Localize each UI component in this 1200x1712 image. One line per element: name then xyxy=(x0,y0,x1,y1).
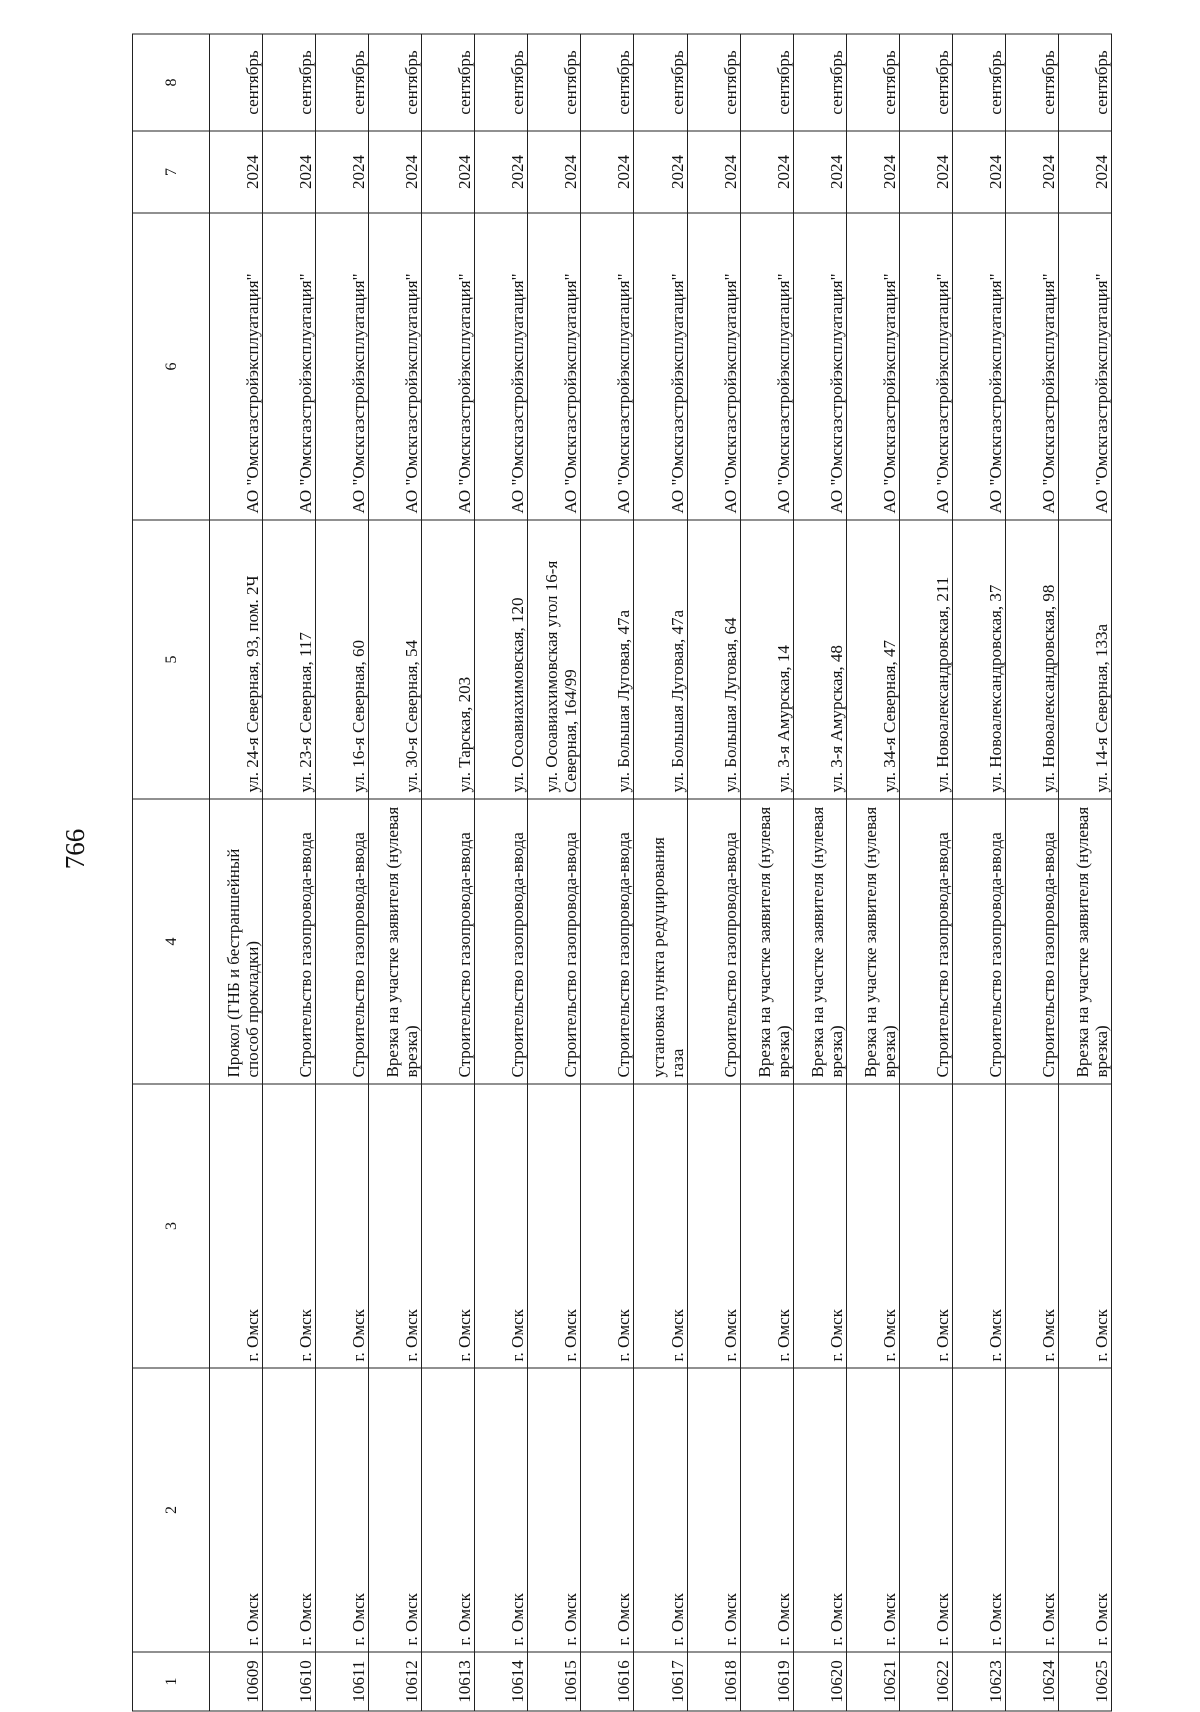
address-cell: ул. 34-я Северная, 47 xyxy=(846,520,899,799)
organization-cell: АО "Омскгазстройэксплуатация" xyxy=(210,213,263,520)
page-number: 766 xyxy=(60,828,90,870)
settlement-cell: г. Омск xyxy=(846,1368,899,1652)
row-number: 10616 xyxy=(581,1652,634,1711)
settlement-cell: г. Омск xyxy=(369,1368,422,1652)
address-cell: ул. Тарская, 203 xyxy=(422,520,475,799)
city-cell: г. Омск xyxy=(316,1084,369,1368)
work-type-cell: Строительство газопровода-ввода xyxy=(316,799,369,1084)
organization-cell: АО "Омскгазстройэксплуатация" xyxy=(740,213,793,520)
organization-cell: АО "Омскгазстройэксплуатация" xyxy=(952,213,1005,520)
row-number: 10611 xyxy=(316,1652,369,1711)
organization-cell: АО "Омскгазстройэксплуатация" xyxy=(793,213,846,520)
table-row xyxy=(846,34,899,1711)
work-type-cell: Строительство газопровода-ввода xyxy=(422,799,475,1084)
row-number: 10625 xyxy=(1058,1652,1111,1711)
month-cell: сентябрь xyxy=(952,34,1005,131)
settlement-cell: г. Омск xyxy=(1005,1368,1058,1652)
organization-cell: АО "Омскгазстройэксплуатация" xyxy=(316,213,369,520)
month-cell: сентябрь xyxy=(316,34,369,131)
year-cell: 2024 xyxy=(687,131,740,213)
address-cell: ул. 23-я Северная, 117 xyxy=(263,520,316,799)
row-number: 10615 xyxy=(528,1652,581,1711)
row-number: 10619 xyxy=(740,1652,793,1711)
table-row xyxy=(369,34,422,1711)
settlement-cell: г. Омск xyxy=(475,1368,528,1652)
settlement-cell: г. Омск xyxy=(1058,1368,1111,1652)
year-cell: 2024 xyxy=(1005,131,1058,213)
city-cell: г. Омск xyxy=(1058,1084,1111,1368)
work-type-cell: Строительство газопровода-ввода xyxy=(687,799,740,1084)
city-cell: г. Омск xyxy=(846,1084,899,1368)
city-cell: г. Омск xyxy=(210,1084,263,1368)
city-cell: г. Омск xyxy=(263,1084,316,1368)
column-header-3: 3 xyxy=(133,1084,210,1368)
column-header-1: 1 xyxy=(133,1652,210,1711)
table-row xyxy=(634,34,687,1711)
row-number: 10621 xyxy=(846,1652,899,1711)
work-type-cell: Строительство газопровода-ввода xyxy=(581,799,634,1084)
table-row xyxy=(528,34,581,1711)
column-header-8: 8 xyxy=(133,34,210,131)
settlement-cell: г. Омск xyxy=(263,1368,316,1652)
settlement-cell: г. Омск xyxy=(899,1368,952,1652)
table-row xyxy=(952,34,1005,1711)
organization-cell: АО "Омскгазстройэксплуатация" xyxy=(846,213,899,520)
city-cell: г. Омск xyxy=(634,1084,687,1368)
table-row xyxy=(740,34,793,1711)
city-cell: г. Омск xyxy=(952,1084,1005,1368)
address-cell: ул. 24-я Северная, 93, пом. 2Ч xyxy=(210,520,263,799)
month-cell: сентябрь xyxy=(634,34,687,131)
work-type-cell: Прокол (ГНБ и бестраншейный способ прокладки) xyxy=(210,799,263,1084)
row-number: 10623 xyxy=(952,1652,1005,1711)
year-cell: 2024 xyxy=(475,131,528,213)
table-row xyxy=(1005,34,1058,1711)
settlement-cell: г. Омск xyxy=(740,1368,793,1652)
settlement-cell: г. Омск xyxy=(634,1368,687,1652)
month-cell: сентябрь xyxy=(581,34,634,131)
city-cell: г. Омск xyxy=(793,1084,846,1368)
month-cell: сентябрь xyxy=(846,34,899,131)
city-cell: г. Омск xyxy=(740,1084,793,1368)
month-cell: сентябрь xyxy=(475,34,528,131)
year-cell: 2024 xyxy=(369,131,422,213)
row-number: 10610 xyxy=(263,1652,316,1711)
organization-cell: АО "Омскгазстройэксплуатация" xyxy=(422,213,475,520)
column-header-6: 6 xyxy=(133,213,210,520)
work-type-cell: Врезка на участке заявителя (нулевая врезка) xyxy=(369,799,422,1084)
year-cell: 2024 xyxy=(846,131,899,213)
row-number: 10609 xyxy=(210,1652,263,1711)
organization-cell: АО "Омскгазстройэксплуатация" xyxy=(687,213,740,520)
year-cell: 2024 xyxy=(1058,131,1111,213)
organization-cell: АО "Омскгазстройэксплуатация" xyxy=(475,213,528,520)
month-cell: сентябрь xyxy=(263,34,316,131)
year-cell: 2024 xyxy=(263,131,316,213)
table-row xyxy=(475,34,528,1711)
city-cell: г. Омск xyxy=(422,1084,475,1368)
year-cell: 2024 xyxy=(740,131,793,213)
organization-cell: АО "Омскгазстройэксплуатация" xyxy=(634,213,687,520)
settlement-cell: г. Омск xyxy=(528,1368,581,1652)
city-cell: г. Омск xyxy=(581,1084,634,1368)
gas-connection-table xyxy=(132,34,1112,1712)
city-cell: г. Омск xyxy=(687,1084,740,1368)
settlement-cell: г. Омск xyxy=(316,1368,369,1652)
row-number: 10618 xyxy=(687,1652,740,1711)
work-type-cell: Строительство газопровода-ввода xyxy=(528,799,581,1084)
month-cell: сентябрь xyxy=(210,34,263,131)
organization-cell: АО "Омскгазстройэксплуатация" xyxy=(1005,213,1058,520)
row-number: 10613 xyxy=(422,1652,475,1711)
work-type-cell: Строительство газопровода-ввода xyxy=(899,799,952,1084)
work-type-cell: Строительство газопровода-ввода xyxy=(1005,799,1058,1084)
header-row xyxy=(133,34,210,1711)
organization-cell: АО "Омскгазстройэксплуатация" xyxy=(581,213,634,520)
month-cell: сентябрь xyxy=(793,34,846,131)
address-cell: ул. 3-я Амурская, 14 xyxy=(740,520,793,799)
table-row xyxy=(581,34,634,1711)
address-cell: ул. Новоалександровская, 98 xyxy=(1005,520,1058,799)
row-number: 10620 xyxy=(793,1652,846,1711)
year-cell: 2024 xyxy=(422,131,475,213)
table-row xyxy=(263,34,316,1711)
address-cell: ул. 14-я Северная, 133а xyxy=(1058,520,1111,799)
address-cell: ул. Новоалександровская, 37 xyxy=(952,520,1005,799)
year-cell: 2024 xyxy=(952,131,1005,213)
city-cell: г. Омск xyxy=(369,1084,422,1368)
table-body xyxy=(133,34,1112,1711)
settlement-cell: г. Омск xyxy=(210,1368,263,1652)
address-cell: ул. Осоавиахимовская угол 16-я Северная, 164/99 xyxy=(528,520,581,799)
row-number: 10614 xyxy=(475,1652,528,1711)
year-cell: 2024 xyxy=(316,131,369,213)
table-row xyxy=(687,34,740,1711)
column-header-4: 4 xyxy=(133,799,210,1084)
address-cell: ул. 3-я Амурская, 48 xyxy=(793,520,846,799)
city-cell: г. Омск xyxy=(528,1084,581,1368)
settlement-cell: г. Омск xyxy=(687,1368,740,1652)
month-cell: сентябрь xyxy=(899,34,952,131)
organization-cell: АО "Омскгазстройэксплуатация" xyxy=(899,213,952,520)
column-header-2: 2 xyxy=(133,1368,210,1652)
address-cell: ул. Большая Луговая, 47а xyxy=(581,520,634,799)
city-cell: г. Омск xyxy=(899,1084,952,1368)
row-number: 10622 xyxy=(899,1652,952,1711)
settlement-cell: г. Омск xyxy=(581,1368,634,1652)
table-row xyxy=(316,34,369,1711)
work-type-cell: Врезка на участке заявителя (нулевая врезка) xyxy=(1058,799,1111,1084)
column-header-7: 7 xyxy=(133,131,210,213)
organization-cell: АО "Омскгазстройэксплуатация" xyxy=(369,213,422,520)
city-cell: г. Омск xyxy=(475,1084,528,1368)
address-cell: ул. Осоавиахимовская, 120 xyxy=(475,520,528,799)
month-cell: сентябрь xyxy=(1005,34,1058,131)
table-row xyxy=(899,34,952,1711)
work-type-cell: Врезка на участке заявителя (нулевая врезка) xyxy=(740,799,793,1084)
year-cell: 2024 xyxy=(634,131,687,213)
table-row xyxy=(1058,34,1111,1711)
table-row xyxy=(793,34,846,1711)
address-cell: ул. 16-я Северная, 60 xyxy=(316,520,369,799)
organization-cell: АО "Омскгазстройэксплуатация" xyxy=(528,213,581,520)
month-cell: сентябрь xyxy=(740,34,793,131)
row-number: 10617 xyxy=(634,1652,687,1711)
month-cell: сентябрь xyxy=(369,34,422,131)
settlement-cell: г. Омск xyxy=(422,1368,475,1652)
year-cell: 2024 xyxy=(210,131,263,213)
work-type-cell: Строительство газопровода-ввода xyxy=(263,799,316,1084)
row-number: 10624 xyxy=(1005,1652,1058,1711)
year-cell: 2024 xyxy=(899,131,952,213)
year-cell: 2024 xyxy=(528,131,581,213)
column-header-5: 5 xyxy=(133,520,210,799)
year-cell: 2024 xyxy=(793,131,846,213)
address-cell: ул. Большая Луговая, 47а xyxy=(634,520,687,799)
address-cell: ул. Большая Луговая, 64 xyxy=(687,520,740,799)
work-type-cell: Строительство газопровода-ввода xyxy=(952,799,1005,1084)
organization-cell: АО "Омскгазстройэксплуатация" xyxy=(263,213,316,520)
address-cell: ул. Новоалександровская, 211 xyxy=(899,520,952,799)
year-cell: 2024 xyxy=(581,131,634,213)
row-number: 10612 xyxy=(369,1652,422,1711)
table-row xyxy=(422,34,475,1711)
table-row xyxy=(210,34,263,1711)
city-cell: г. Омск xyxy=(1005,1084,1058,1368)
settlement-cell: г. Омск xyxy=(793,1368,846,1652)
work-type-cell: Строительство газопровода-ввода xyxy=(475,799,528,1084)
month-cell: сентябрь xyxy=(1058,34,1111,131)
address-cell: ул. 30-я Северная, 54 xyxy=(369,520,422,799)
settlement-cell: г. Омск xyxy=(952,1368,1005,1652)
work-type-cell: установка пункта редуцирования газа xyxy=(634,799,687,1084)
month-cell: сентябрь xyxy=(687,34,740,131)
organization-cell: АО "Омскгазстройэксплуатация" xyxy=(1058,213,1111,520)
month-cell: сентябрь xyxy=(422,34,475,131)
table-container xyxy=(132,35,1112,1712)
work-type-cell: Врезка на участке заявителя (нулевая врезка) xyxy=(846,799,899,1084)
month-cell: сентябрь xyxy=(528,34,581,131)
work-type-cell: Врезка на участке заявителя (нулевая врезка) xyxy=(793,799,846,1084)
